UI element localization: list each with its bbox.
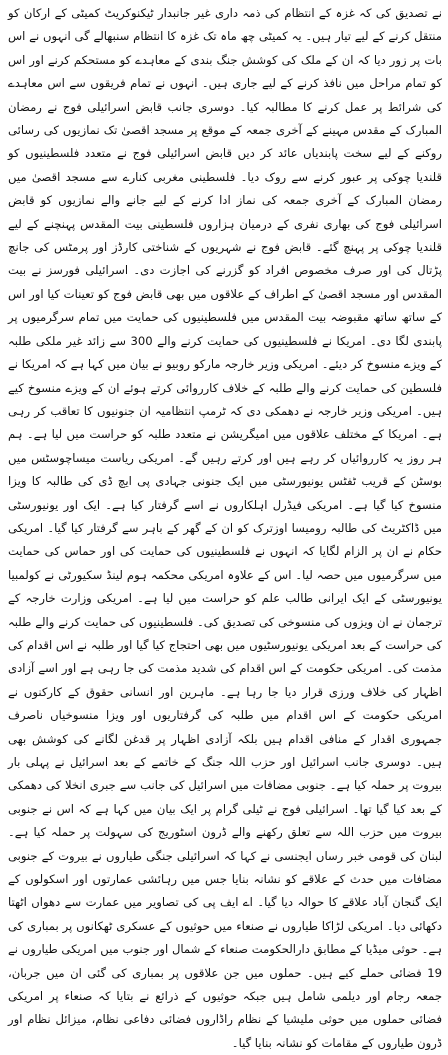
article-body (8, 2, 442, 1055)
article-paragraph: نے تصدیق کی کہ غزہ کے انتظام کی ذمہ داری غیر جانبدار ٹیکنوکریٹ کمیٹی کے ارکان کو منتقل کرنے کے لیے تیار ہیں۔ یہ کمیٹی چھ ماہ تک غزہ کا انتظام سنبھالے گی انہوں نے اس بات پر زور دیا کہ ان کے ملک کی کوشش جنگ بندی کے معاہدے کو مستحکم کرنے اور اس کو تمام مراحل میں نافذ کرنے کے لیے جاری ہیں۔ انہوں نے تمام فریقوں سے اس معاہدے کی شرائط پر عمل کرنے کا مطالبہ کیا۔ دوسری جانب قابض اسرائیلی فوج نے رمضان المبارک کے مقدس مہینے کے آخری جمعہ کے موقع پر مسجد اقصیٰ تک نمازیوں کی رسائی روکنے کے لیے سخت پابندیاں عائد کر دیں قابض اسرائیلی فوج نے متعدد فلسطینیوں کو قلندیا چوکی پر عبور کرنے سے روک دیا۔ فلسطینی مغربی کنارے سے مسجد اقصیٰ میں رمضان المبارک کے آخری جمعہ کی نماز ادا کرنے کے لیے جانے والے نمازیوں کو قابض اسرائیلی فوج کی بھاری نفری کے درمیان ہزاروں فلسطینی بیت المقدس پہنچنے کے لیے قلندیا چوکی پر پہنچ گئے۔ قابض فوج نے شہریوں کے شناختی کارڈز اور پرمٹس کی جانچ پڑتال کی اور صرف مخصوص افراد کو گزرنے کی اجازت دی۔ اسرائیلی فورسز نے بیت المقدس اور مسجد اقصیٰ کے اطراف کے علاقوں میں بھی قابض فوج کو تعینات کیا اور اس کے ساتھ ساتھ مقبوضہ بیت المقدس میں فلسطینیوں کی حمایت میں تمام سرگرمیوں پر پابندی لگا دی۔ امریکا نے فلسطینیوں کی حمایت کرنے والے 300 سے زائد غیر ملکی طلبہ کے ویزے منسوخ کر دیئے۔ امریکی وزیر خارجہ مارکو روبیو نے بیان میں کہا ہے کہ امریکا نے فلسطین کی حمایت کرنے والے طلبہ کے خلاف کارروائی کرتے ہوئے ان کے ویزے منسوخ کیے ہیں۔ امریکی وزیر خارجہ نے دھمکی دی کہ ٹرمپ انتظامیہ ان جنونیوں کا تعاقب کر رہی ہے۔ امریکا کے مختلف علاقوں میں امیگریشن نے متعدد طلبہ کو حراست میں لیا ہے۔ ہم ہر روز یہ کارروائیاں کر رہے ہیں اور کرتے رہیں گے۔ امریکی ریاست میساچوسٹس میں بوسٹن کے قریب ٹفٹس یونیورسٹی میں ایک جنونی جہادی پی ایچ ڈی کی طالبہ کا ویزا منسوخ کیا گیا ہے۔ امریکی فیڈرل اہلکاروں نے اسے گرفتار کیا ہے۔ ایک اور یونیورسٹی میں ڈاکٹریٹ کی طالبہ رومیسا اوزترک کو ان کے گھر کے باہر سے گرفتار کیا گیا۔ امریکی حکام نے ان پر الزام لگایا کہ انہوں نے فلسطینیوں کی حمایت کی اور حماس کی حمایت میں سرگرمیوں میں حصہ لیا۔ اس کے علاوہ امریکی محکمہ ہوم لینڈ سکیورٹی نے کولمبیا یونیورسٹی کے ایک ایرانی طالب علم کو حراست میں لیا ہے۔ امریکی وزارت خارجہ کے ترجمان نے ان ویزوں کی منسوخی کی تصدیق کی۔ فلسطینیوں کی حمایت کرنے والے طلبہ کی حراست کے بعد امریکی یونیورسٹیوں میں بھی احتجاج کیا گیا اور طلبہ نے اس اقدام کی مذمت کی۔ امریکی حکومت کے اس اقدام کی شدید مذمت کی جا رہی ہے اور اسے آزادی اظہار کی خلاف ورزی قرار دیا جا رہا ہے۔ ماہرین اور انسانی حقوق کے کارکنوں نے امریکی حکومت کے اس اقدام میں طلبہ کی گرفتاریوں اور ویزا منسوخیاں ناصرف جمہوری اقدار کے منافی اقدام ہیں بلکہ آزادی اظہار پر قدغن لگانے کی کوشش بھی ہیں۔ دوسری جانب اسرائیل اور حزب اللہ جنگ کے خاتمے کے بعد اسرائیل نے پہلی بار بیروت پر حملہ کیا ہے۔ جنوبی مضافات میں اسرائیل کی جانب سے جبری انخلا کی دھمکی کے بعد کیا گیا تھا۔ اسرائیلی فوج نے ٹیلی گرام پر ایک بیان میں کہا ہے کہ اس نے جنوبی بیروت میں حزب اللہ سے تعلق رکھنے والے ڈرون اسٹوریج کی سہولت پر حملہ کیا ہے۔ لبنان کی قومی خبر رساں ایجنسی نے کہا کہ اسرائیلی جنگی طیاروں نے بیروت کے جنوبی مضافات میں حدث کے علاقے کو نشانہ بنایا جس میں رہائشی عمارتوں اور اسکولوں کے ایک گنجان آباد علاقے کا حوالہ دیا گیا۔ اے ایف پی کی تصاویر میں عمارت سے دھواں اٹھتا دکھائی دیا۔ امریکی لڑاکا طیاروں نے صنعاء میں حوثیوں کے عسکری ٹھکانوں پر بمباری کی ہے۔ حوثی میڈیا کے مطابق دارالحکومت صنعاء کے شمال اور جنوب میں امریکی طیاروں نے 19 فضائی حملے کیے ہیں۔ حملوں میں جن علاقوں پر بمباری کی گئی ان میں جربان، جمعہ رجام اور دیلمی شامل ہیں جبکہ حوثیوں کے ذرائع نے بتایا کہ صنعاء پر امریکی فضائی حملوں میں حوثی ملیشیا کے نظام راڈاروں فضائی دفاعی نظام، میزائل نظام اور ڈرون طیاروں کے مقامات کو نشانہ بنایا گیا۔ (8, 6, 442, 1050)
